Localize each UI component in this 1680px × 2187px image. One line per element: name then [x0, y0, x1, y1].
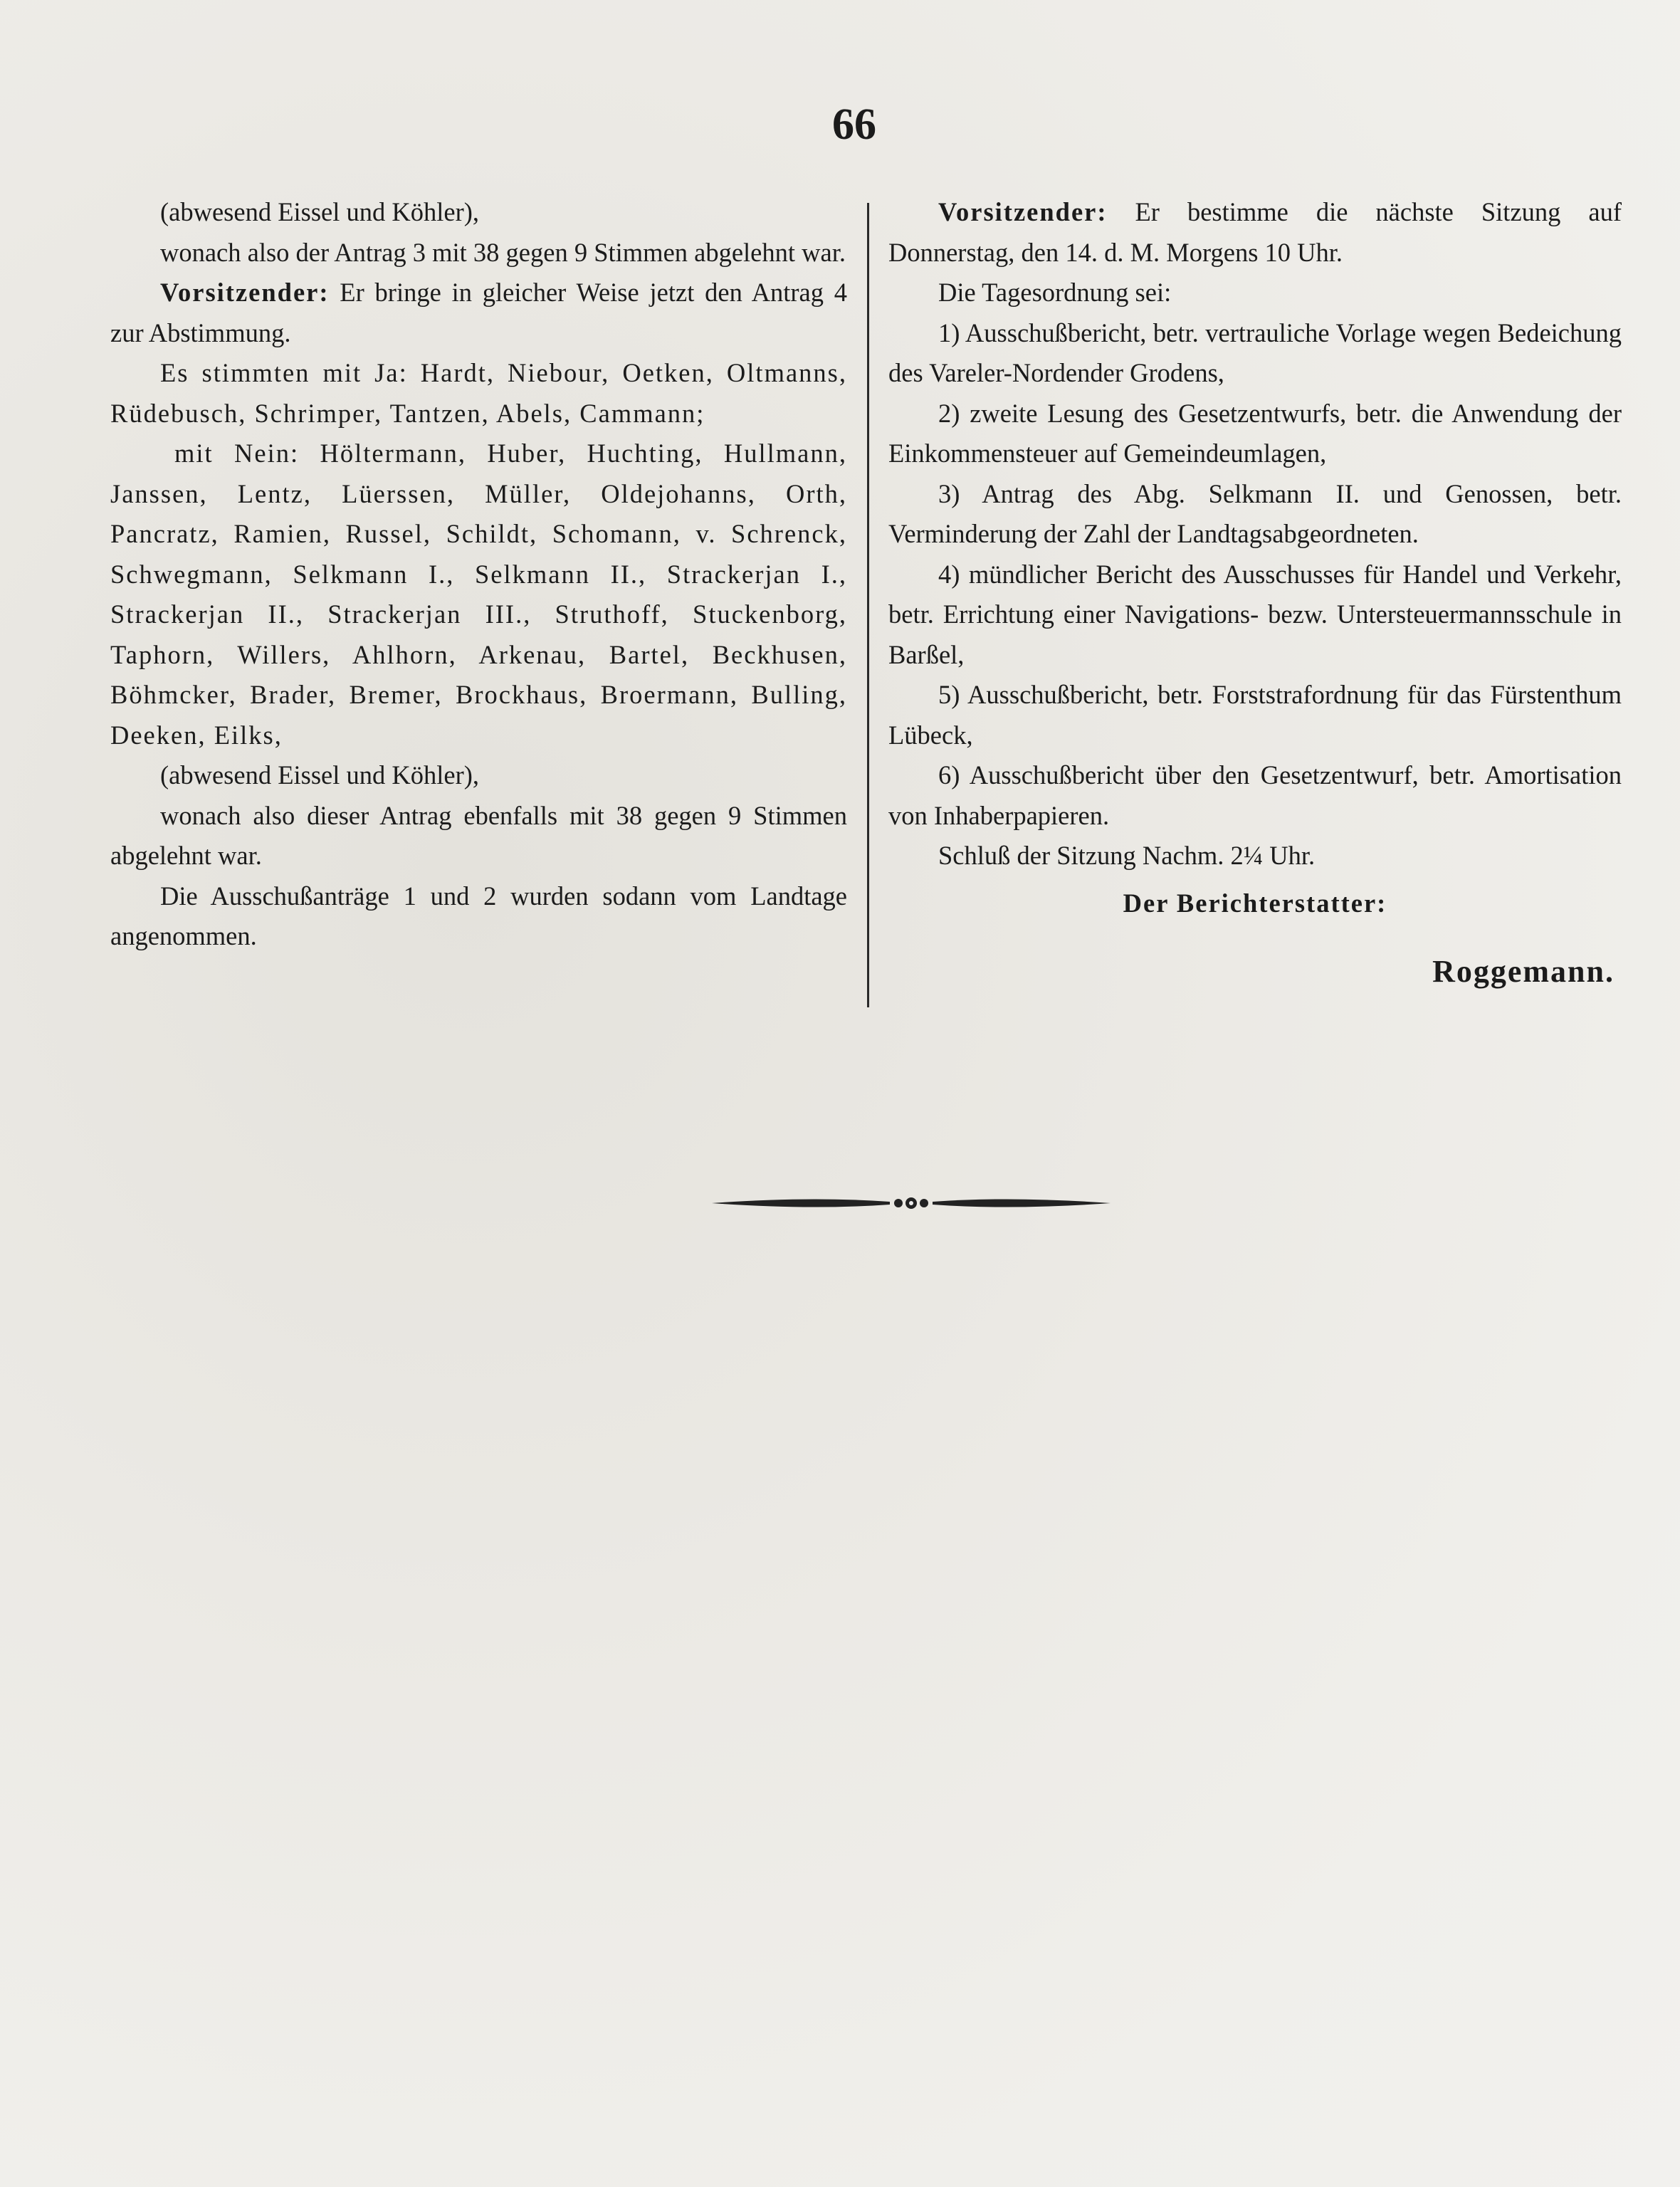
closing-line: Schluß der Sitzung Nachm. 2¼ Uhr.: [938, 841, 1316, 870]
committee-motions-paragraph: Die Ausschußanträge 1 und 2 wurden sodann vom Landtage angenommen.: [110, 881, 847, 950]
agenda-item: 5) Ausschußbericht, betr. Forststrafordnung für das Fürstenthum Lübeck,: [888, 680, 1622, 750]
speaker-text: Er bringe in gleicher Weise jetzt den Antrag 4 zur Abstimmung.: [110, 278, 847, 347]
ornament-divider: [712, 1189, 1111, 1217]
speaker-paragraph-right: [888, 192, 1622, 273]
vote-result-2: wonach also dieser Antrag ebenfalls mit 38 gegen 9 Stimmen abgelehnt war.: [110, 800, 847, 870]
agenda-item: 1) Ausschußbericht, betr. vertrauliche Vorlage wegen Bedeichung des Vareler-Nordender Grodens,: [888, 318, 1622, 387]
agenda-item: 3) Antrag des Abg. Selkmann II. und Genossen, betr. Verminderung der Zahl der Landtagsabgeordneten.: [888, 478, 1622, 548]
speaker-text: Er bestimme die nächste Sitzung auf Donnerstag, den 14. d. M. Morgens 10 Uhr.: [888, 197, 1622, 267]
absent-note-1: (abwesend Eissel und Köhler),: [160, 197, 480, 226]
speaker-name: Vorsitzender:: [938, 197, 1108, 226]
speaker-paragraph-left: [110, 273, 847, 353]
column-divider: [867, 203, 869, 1007]
page-number: 66: [832, 100, 876, 149]
agenda-item: 6) Ausschußbericht über den Gesetzentwurf, betr. Amortisation von Inhaberpapieren.: [888, 760, 1622, 830]
votes-yes: Es stimmten mit Ja: Hardt, Niebour, Oetken, Oltmanns, Rüdebusch, Schrimper, Tantzen, Abels, Cammann;: [110, 358, 847, 428]
reporter-label: Der Berichterstatter:: [1123, 888, 1387, 918]
agenda-item: 2) zweite Lesung des Gesetzentwurfs, betr. die Anwendung der Einkommensteuer auf Gemeindeumlagen,: [888, 398, 1622, 468]
right-column: [888, 192, 1622, 992]
speaker-name: Vorsitzender:: [160, 278, 330, 307]
vote-result-1: wonach also der Antrag 3 mit 38 gegen 9 Stimmen abgelehnt war.: [160, 237, 846, 267]
agenda-item: 4) mündlicher Bericht des Ausschusses für Handel und Verkehr, betr. Errichtung einer Navigations- bezw. Untersteuermannsschule in Barßel,: [888, 559, 1622, 669]
votes-no: mit Nein: Höltermann, Huber, Huchting, Hullmann, Janssen, Lentz, Lüerssen, Müller, Oldejohanns, Orth, Pancratz, Ramien, Russel, Schildt, Schomann, v. Schrenck, Schwegmann, Selkmann I., Selkmann II., Strackerjan I., Strackerjan II., Strackerjan III., Struthoff, Stuckenborg, Taphorn, Willers, Ahlhorn, Arkenau, Bartel, Beckhusen, Böhmcker, Brader, Bremer, Brockhaus, Broermann, Bulling, Deeken, Eilks,: [110, 439, 847, 750]
reporter-name: Roggemann.: [1432, 954, 1615, 989]
absent-note-2: (abwesend Eissel und Köhler),: [160, 760, 480, 790]
agenda-intro: Die Tagesordnung sei:: [938, 278, 1172, 307]
left-column: [110, 192, 847, 957]
